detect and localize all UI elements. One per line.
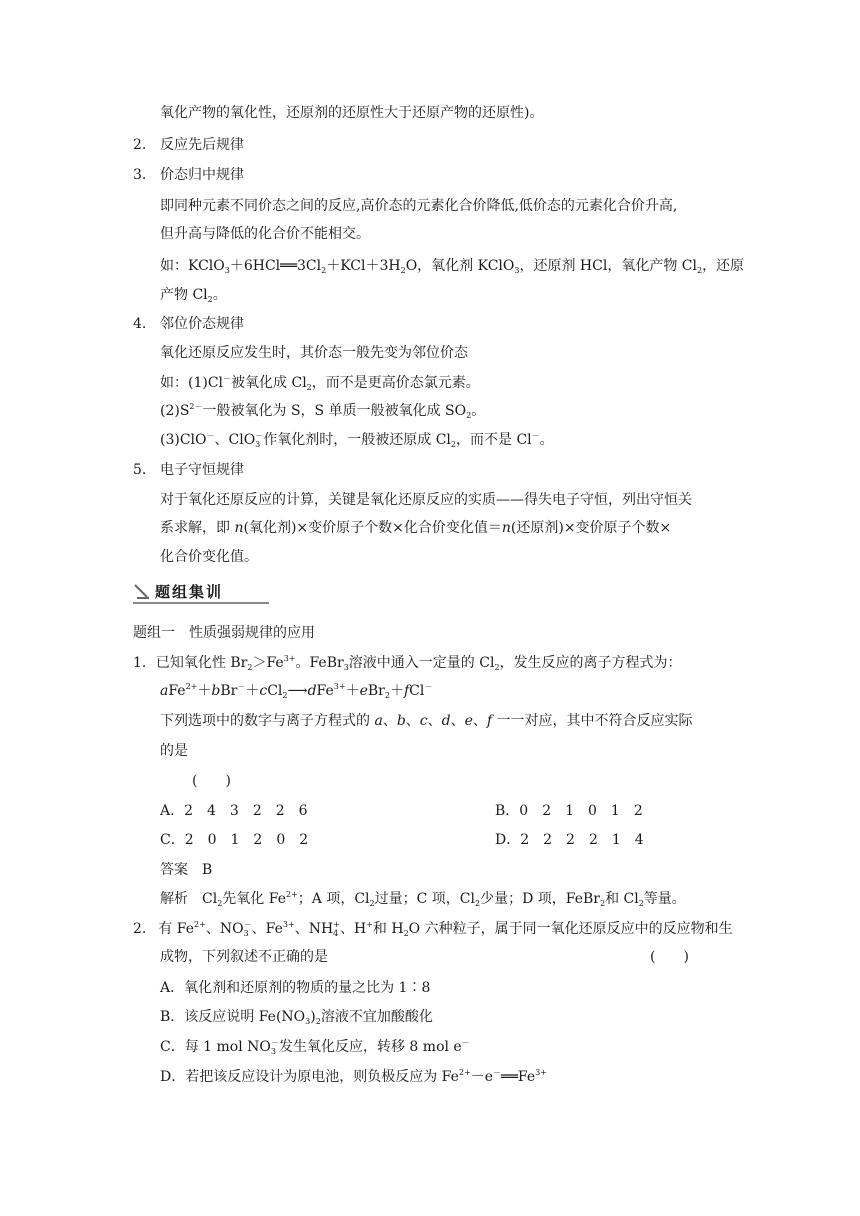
option-d: D．2 2 2 2 1 4 <box>495 832 644 848</box>
text-line: 氧化产物的氧化性，还原剂的还原性大于还原产物的还原性)。 <box>160 105 544 121</box>
option-a: A．2 4 3 2 2 6 <box>160 803 308 819</box>
list-item: 4. 邻位价态规律 <box>133 316 244 332</box>
section-header-label: 题组集训 <box>155 583 224 601</box>
list-item: 3. 价态归中规律 <box>133 167 244 183</box>
answer-blank: ( ) <box>192 773 231 789</box>
text-line: 产物 $Cl_2$。 <box>160 287 227 304</box>
text-line: 对于氧化还原反应的计算，关键是氧化还原反应的实质——得失电子守恒，列出守恒关 <box>160 492 692 508</box>
question-stem: 1．已知氧化性 $Br_2>Fe^{3+}$。FeBr$_3$溶液中通入一定量的 $Cl_2$，发生反应的离子方程式为： <box>133 654 682 672</box>
text-line: 氧化还原反应发生时，其价态一般先变为邻位价态 <box>160 345 468 361</box>
list-item: 5. 电子守恒规律 <box>133 462 244 478</box>
answer: 答案 B <box>160 862 213 878</box>
ionic-equation: aFe$^{2+}$＋bBr－＋cCl$_2$⟶dFe$^{3+}$＋eBr$_2$＋fCl－ <box>160 682 433 700</box>
text-line: (3)ClO－、ClO$_3$－作氧化剂时，一般被还原成 $Cl_2$，而不是 Cl－。 <box>160 431 554 449</box>
text-line: 但升高与降低的化合价不能相交。 <box>160 226 370 242</box>
divider <box>133 602 269 604</box>
arrow-icon <box>133 582 151 600</box>
text-line: 的是 <box>160 743 188 759</box>
analysis: 解析 $Cl_2$先氧化 $Fe^{2+}$；A 项，$Cl_2$过量；C 项，$Cl_2$少量；D 项，FeBr$_2$和 $Cl_2$等量。 <box>160 890 686 908</box>
text-line: 成物，下列叙述不正确的是 <box>160 949 328 965</box>
text-line: 系求解，即 n(氧化剂)×变价原子个数×化合价变化值＝n(还原剂)×变价原子个数× <box>160 520 672 536</box>
answer-blank: ( ) <box>650 949 689 965</box>
option-c: C．每 1 mol $NO_3^-$发生氧化反应，转移 8 mol e－ <box>160 1038 470 1056</box>
group-title: 题组一 性质强弱规律的应用 <box>133 625 315 641</box>
text-line: 下列选项中的数字与离子方程式的 a、b、c、d、e、f 一一对应，其中不符合反应实际 <box>160 713 693 729</box>
list-item: 2. 反应先后规律 <box>133 137 244 153</box>
section-header <box>133 580 269 604</box>
option-b: B．该反应说明 $Fe(NO_3)_2$溶液不宜加酸酸化 <box>160 1009 433 1026</box>
option-d: D．若把该反应设计为原电池，则负极反应为 $Fe^{2+}-e^-══Fe^{3+}$ <box>160 1068 547 1085</box>
question-stem: 2. 有 $Fe^{2+}$、$NO_3^-$、$Fe^{3+}$、$NH_4^+$、H+和 $H_2O$ 六种粒子，属于同一氧化还原反应中的反应物和生 <box>133 920 733 938</box>
option-b: B．0 2 1 0 1 2 <box>495 803 643 819</box>
text-line: 即同种元素不同价态之间的反应,高价态的元素化合价降低,低价态的元素化合价升高, <box>160 198 678 214</box>
option-a: A．氧化剂和还原剂的物质的量之比为 1∶8 <box>160 980 431 996</box>
text-line: $(2)S^{2-}$一般被氧化为 S，S 单质一般被氧化成 $SO_2$。 <box>160 402 486 420</box>
text-line: 化合价变化值。 <box>160 549 258 565</box>
option-c: C．2 0 1 2 0 2 <box>160 832 309 848</box>
text-line: 如：(1)Cl－被氧化成 $Cl_2$，而不是更高价态氯元素。 <box>160 374 480 392</box>
text-line: 如：$KClO_3+6HCl══3Cl_2+KCl+3H_2O$，氧化剂 KClO$_3$，还原剂 HCl，氧化产物 $Cl_2$，还原 <box>160 258 745 275</box>
